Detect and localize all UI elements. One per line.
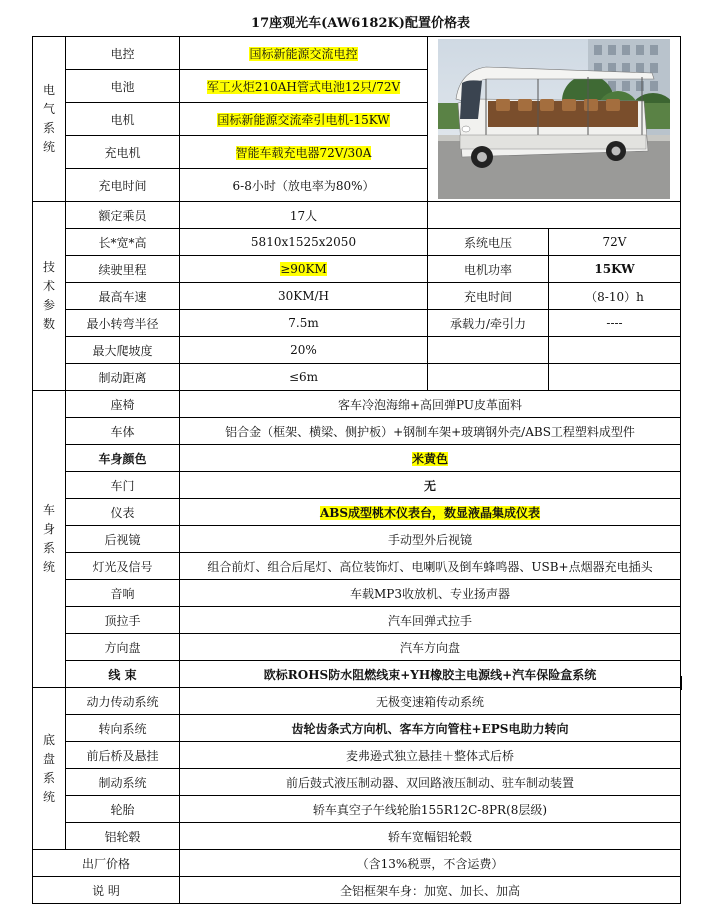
empty-cell: [428, 202, 681, 229]
row-value: 72V: [549, 229, 681, 256]
table-row: [33, 607, 681, 634]
table-row: [33, 499, 681, 526]
row-value: 无: [180, 472, 681, 499]
row-value: [180, 256, 428, 283]
highlighted-value: 智能车载充电器72V/30A: [235, 145, 372, 160]
row-label: 最高车速: [66, 283, 180, 310]
row-value: 轿车宽幅铝轮毂: [180, 823, 681, 850]
row-value: 麦弗逊式独立悬挂＋整体式后桥: [180, 742, 681, 769]
row-label: 轮胎: [66, 796, 180, 823]
row-label: 车身颜色: [66, 445, 180, 472]
row-label: 承载力/牵引力: [428, 310, 549, 337]
row-value: ----: [549, 310, 681, 337]
row-value: 30KM/H: [180, 283, 428, 310]
highlighted-value: ≥90KM: [280, 262, 327, 276]
row-label: 线 束: [66, 661, 180, 688]
row-value: 前后鼓式液压制动器、双回路液压制动、驻车制动装置: [180, 769, 681, 796]
highlighted-value: 米黄色: [411, 451, 448, 466]
table-row: [33, 823, 681, 850]
row-value: 欧标ROHS防水阻燃线束+YH橡胶主电源线+汽车保险盒系统: [180, 661, 681, 688]
row-label: 车体: [66, 418, 180, 445]
row-value: 手动型外后视镜: [180, 526, 681, 553]
row-label: 方向盘: [66, 634, 180, 661]
row-label: 额定乘员: [66, 202, 180, 229]
row-value: 齿轮齿条式方向机、客车方向管柱+EPS电助力转向: [180, 715, 681, 742]
row-value: 汽车回弹式拉手: [180, 607, 681, 634]
table-row: [33, 796, 681, 823]
highlighted-value: 国标新能源交流电控: [249, 46, 358, 61]
sightseeing-bus-photo: [438, 39, 670, 199]
table-row: [33, 256, 681, 283]
row-label: 转向系统: [66, 715, 180, 742]
table-row: [33, 202, 681, 229]
table-row: [33, 364, 681, 391]
table-row: [33, 769, 681, 796]
price-value: （含13%税票，不含运费）: [180, 850, 681, 877]
row-value: 17人: [180, 202, 428, 229]
row-value: 客车冷泡海绵+高回弹PU皮革面料: [180, 391, 681, 418]
row-value: 15KW: [549, 256, 681, 283]
row-value: 车载MP3收放机、专业扬声器: [180, 580, 681, 607]
table-row: [33, 553, 681, 580]
table-row: [33, 715, 681, 742]
notes-label: 说 明: [33, 877, 180, 904]
section-chassis-text: 底盘系统: [42, 732, 55, 804]
row-value: 无极变速箱传动系统: [180, 688, 681, 715]
table-row: [33, 661, 681, 688]
table-row: [33, 229, 681, 256]
edge-mark: [680, 676, 682, 690]
row-label: 铝轮毂: [66, 823, 180, 850]
row-label: 动力传动系统: [66, 688, 180, 715]
row-value: 铝合金（框架、横梁、侧护板）+钢制车架+玻璃钢外壳/ABS工程塑料成型件: [180, 418, 681, 445]
row-label: 电池: [66, 70, 180, 103]
row-label: 充电时间: [428, 283, 549, 310]
row-label: 长*宽*高: [66, 229, 180, 256]
table-row: [33, 742, 681, 769]
section-electrical-text: 电气系统: [42, 83, 55, 154]
row-value: 5810x1525x2050: [180, 229, 428, 256]
row-value: 7.5m: [180, 310, 428, 337]
row-value: 组合前灯、组合后尾灯、高位装饰灯、电喇叭及倒车蜂鸣器、USB+点烟器充电插头: [180, 553, 681, 580]
table-row: [33, 391, 681, 418]
row-label: 制动距离: [66, 364, 180, 391]
row-label: 前后桥及悬挂: [66, 742, 180, 769]
row-value: [180, 70, 428, 103]
row-label: 电机: [66, 103, 180, 136]
price-label: 出厂价格: [33, 850, 180, 877]
row-value: [180, 37, 428, 70]
row-value: ≤6m: [180, 364, 428, 391]
section-body-text: 车身系统: [42, 503, 55, 574]
table-row: [33, 634, 681, 661]
row-label: 最大爬坡度: [66, 337, 180, 364]
section-label-body: [33, 391, 66, 688]
row-label: 系统电压: [428, 229, 549, 256]
row-label: 顶拉手: [66, 607, 180, 634]
section-label-technical: [33, 202, 66, 391]
row-value: [180, 499, 681, 526]
row-value: [180, 136, 428, 169]
table-row: [33, 877, 681, 904]
row-value: [180, 445, 681, 472]
row-label: 后视镜: [66, 526, 180, 553]
highlighted-value: 军工火炬210AH管式电池12只/72V: [206, 79, 401, 94]
row-label: 电控: [66, 37, 180, 70]
document-title: 17座观光车(AW6182K)配置价格表: [251, 16, 470, 31]
table-row: [33, 688, 681, 715]
row-label: 车门: [66, 472, 180, 499]
row-label: 续驶里程: [66, 256, 180, 283]
row-value: 20%: [180, 337, 428, 364]
row-label: 最小转弯半径: [66, 310, 180, 337]
empty-cell: [549, 364, 681, 391]
empty-cell: [549, 337, 681, 364]
table-row: [33, 37, 681, 70]
table-row: [33, 850, 681, 877]
row-label: 座椅: [66, 391, 180, 418]
table-row: [33, 580, 681, 607]
table-row: [33, 418, 681, 445]
row-label: 灯光及信号: [66, 553, 180, 580]
section-label-electrical: [33, 37, 66, 202]
row-value: [180, 103, 428, 136]
section-label-chassis: [33, 688, 66, 850]
config-price-table: [32, 36, 681, 904]
row-value: （8-10）h: [549, 283, 681, 310]
table-row: [33, 445, 681, 472]
highlighted-value: ABS成型桃木仪表台，数显液晶集成仪表: [319, 505, 541, 520]
row-label: 仪表: [66, 499, 180, 526]
row-label: 音响: [66, 580, 180, 607]
row-label: 充电机: [66, 136, 180, 169]
section-technical-text: 技术参数: [42, 260, 55, 331]
table-row: [33, 526, 681, 553]
row-label: 充电时间: [66, 169, 180, 202]
row-value: 6-8小时（放电率为80%）: [180, 169, 428, 202]
empty-cell: [428, 337, 549, 364]
table-row: [33, 283, 681, 310]
photo-cell: [428, 37, 681, 202]
empty-cell: [428, 364, 549, 391]
row-value: 汽车方向盘: [180, 634, 681, 661]
highlighted-value: 国标新能源交流牵引电机-15KW: [217, 112, 390, 127]
row-value: 轿车真空子午线轮胎155R12C-8PR(8层级): [180, 796, 681, 823]
table-row: [33, 337, 681, 364]
notes-value: 全铝框架车身：加宽、加长、加高: [180, 877, 681, 904]
row-label: 电机功率: [428, 256, 549, 283]
table-row: [33, 472, 681, 499]
row-label: 制动系统: [66, 769, 180, 796]
table-row: [33, 310, 681, 337]
